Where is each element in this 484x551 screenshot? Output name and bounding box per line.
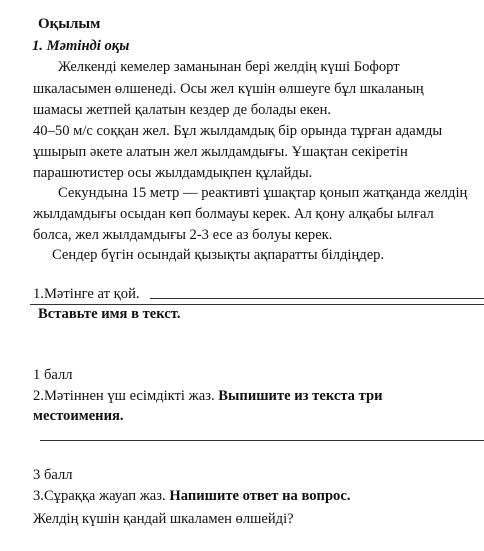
- paragraph-line: ұшырып әкете алатын жел жылдамдығы. Ұшақтан секіретін: [33, 144, 408, 160]
- question-2-kaz: 2.Мәтіннен үш есімдікті жаз.: [33, 388, 215, 404]
- section-heading: Оқылым: [38, 16, 101, 32]
- question-2-rus: Выпишите из текста три: [218, 388, 383, 404]
- paragraph-line: Секундына 15 метр — реактивті ұшақтар қонып жатқанда желдің: [58, 185, 468, 201]
- question-2-line: [33, 387, 383, 405]
- answer-line-1[interactable]: [150, 298, 484, 299]
- paragraph-line: Сендер бүгін осындай қызықты ақпаратты білдіңдер.: [52, 247, 385, 263]
- question-2-rus-continued: местоимения.: [33, 408, 124, 424]
- question-1-rus: Вставьте имя в текст.: [38, 306, 181, 322]
- question-3-prompt: Желдің күшін қандай шкаламен өлшейді?: [33, 511, 294, 527]
- paragraph-line: 40–50 м/с соққан жел. Бұл жылдамдық бір орында тұрған адамды: [33, 123, 443, 139]
- question-3-points: 3 балл: [33, 467, 73, 483]
- question-3-rus: Напишите ответ на вопрос.: [169, 488, 351, 504]
- question-3-kaz: 3.Сұраққа жауап жаз.: [33, 488, 166, 504]
- paragraph-line: жылдамдығы осыдан көп болмауы керек. Ал қону алқабы ылғал: [33, 206, 434, 222]
- paragraph-line: Желкенді кемелер заманынан бері желдің күші Бофорт: [58, 59, 400, 75]
- paragraph-line: шкаласымен өлшенеді. Осы жел күшін өлшеуге бұл шкаланың: [33, 81, 424, 97]
- answer-line-2[interactable]: [40, 440, 484, 441]
- paragraph-line: парашютистер осы жылдамдықпен құлайды.: [33, 165, 313, 181]
- paragraph-line: болса, жел жылдамдығы 2-3 есе аз болуы керек.: [33, 227, 333, 243]
- paragraph-line: шамасы жетпей қалатын кездер де болады екен.: [33, 102, 332, 118]
- task-title: 1. Мәтінді оқы: [32, 38, 130, 54]
- question-3-line: [33, 487, 350, 505]
- question-1-kaz: 1.Мәтінге ат қой.: [33, 286, 140, 302]
- question-2-points: 1 балл: [33, 367, 73, 383]
